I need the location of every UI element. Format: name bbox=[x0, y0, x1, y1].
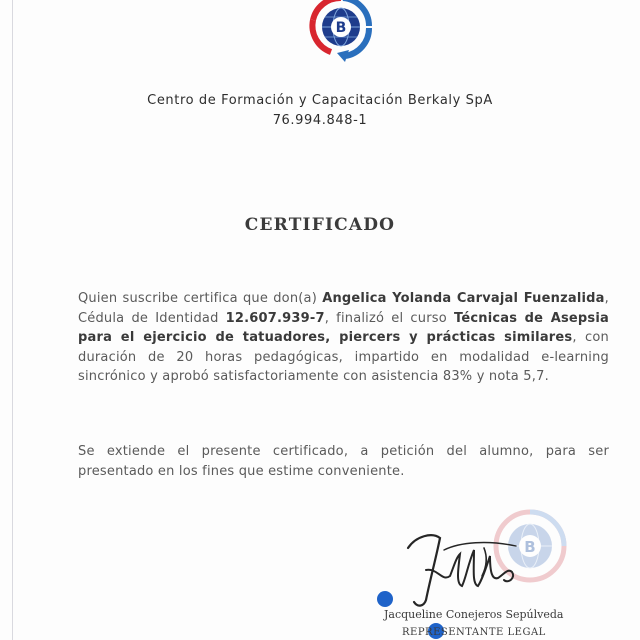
paragraph-text: Quien suscribe certifica que don(a) bbox=[78, 291, 323, 306]
student-id: 12.607.939-7 bbox=[225, 310, 325, 326]
blue-ink-dot bbox=[377, 591, 393, 607]
institution-header bbox=[0, 91, 640, 131]
paragraph-text: , finalizó el curso bbox=[324, 310, 454, 326]
handwritten-signature-icon bbox=[396, 528, 536, 610]
course-name: Técnicas de Asepsia para el ejercicio de tatuadores, piercers y prácticas similares bbox=[78, 310, 609, 346]
certificate-paragraph bbox=[78, 289, 609, 387]
paragraph-text: , Cédula de Identidad bbox=[78, 291, 609, 326]
logo-letter: B bbox=[335, 20, 347, 36]
institution-rut: 76.994.848-1 bbox=[272, 113, 368, 128]
globe-logo-icon bbox=[303, 0, 379, 66]
seal-letter: B bbox=[524, 538, 536, 556]
certificate-title: CERTIFICADO bbox=[244, 215, 396, 235]
institution-name: Centro de Formación y Capacitación Berkaly SpA bbox=[147, 93, 493, 108]
signer-role: REPRESENTANTE LEGAL bbox=[402, 627, 546, 638]
closing-paragraph: Se extiende el presente certificado, a petición del alumno, para ser presentado en los fines que estime conveniente. bbox=[78, 444, 609, 479]
signer-name: Jacqueline Conejeros Sepúlveda bbox=[384, 608, 564, 621]
student-name: Angelica Yolanda Carvajal Fuenzalida bbox=[322, 291, 605, 306]
paragraph-text: , con duración de 20 horas pedagógicas, impartido en modalidad e-learning sincrónico y aprobó satisfactoriamente con asistencia 83% y nota 5,7. bbox=[78, 330, 610, 385]
